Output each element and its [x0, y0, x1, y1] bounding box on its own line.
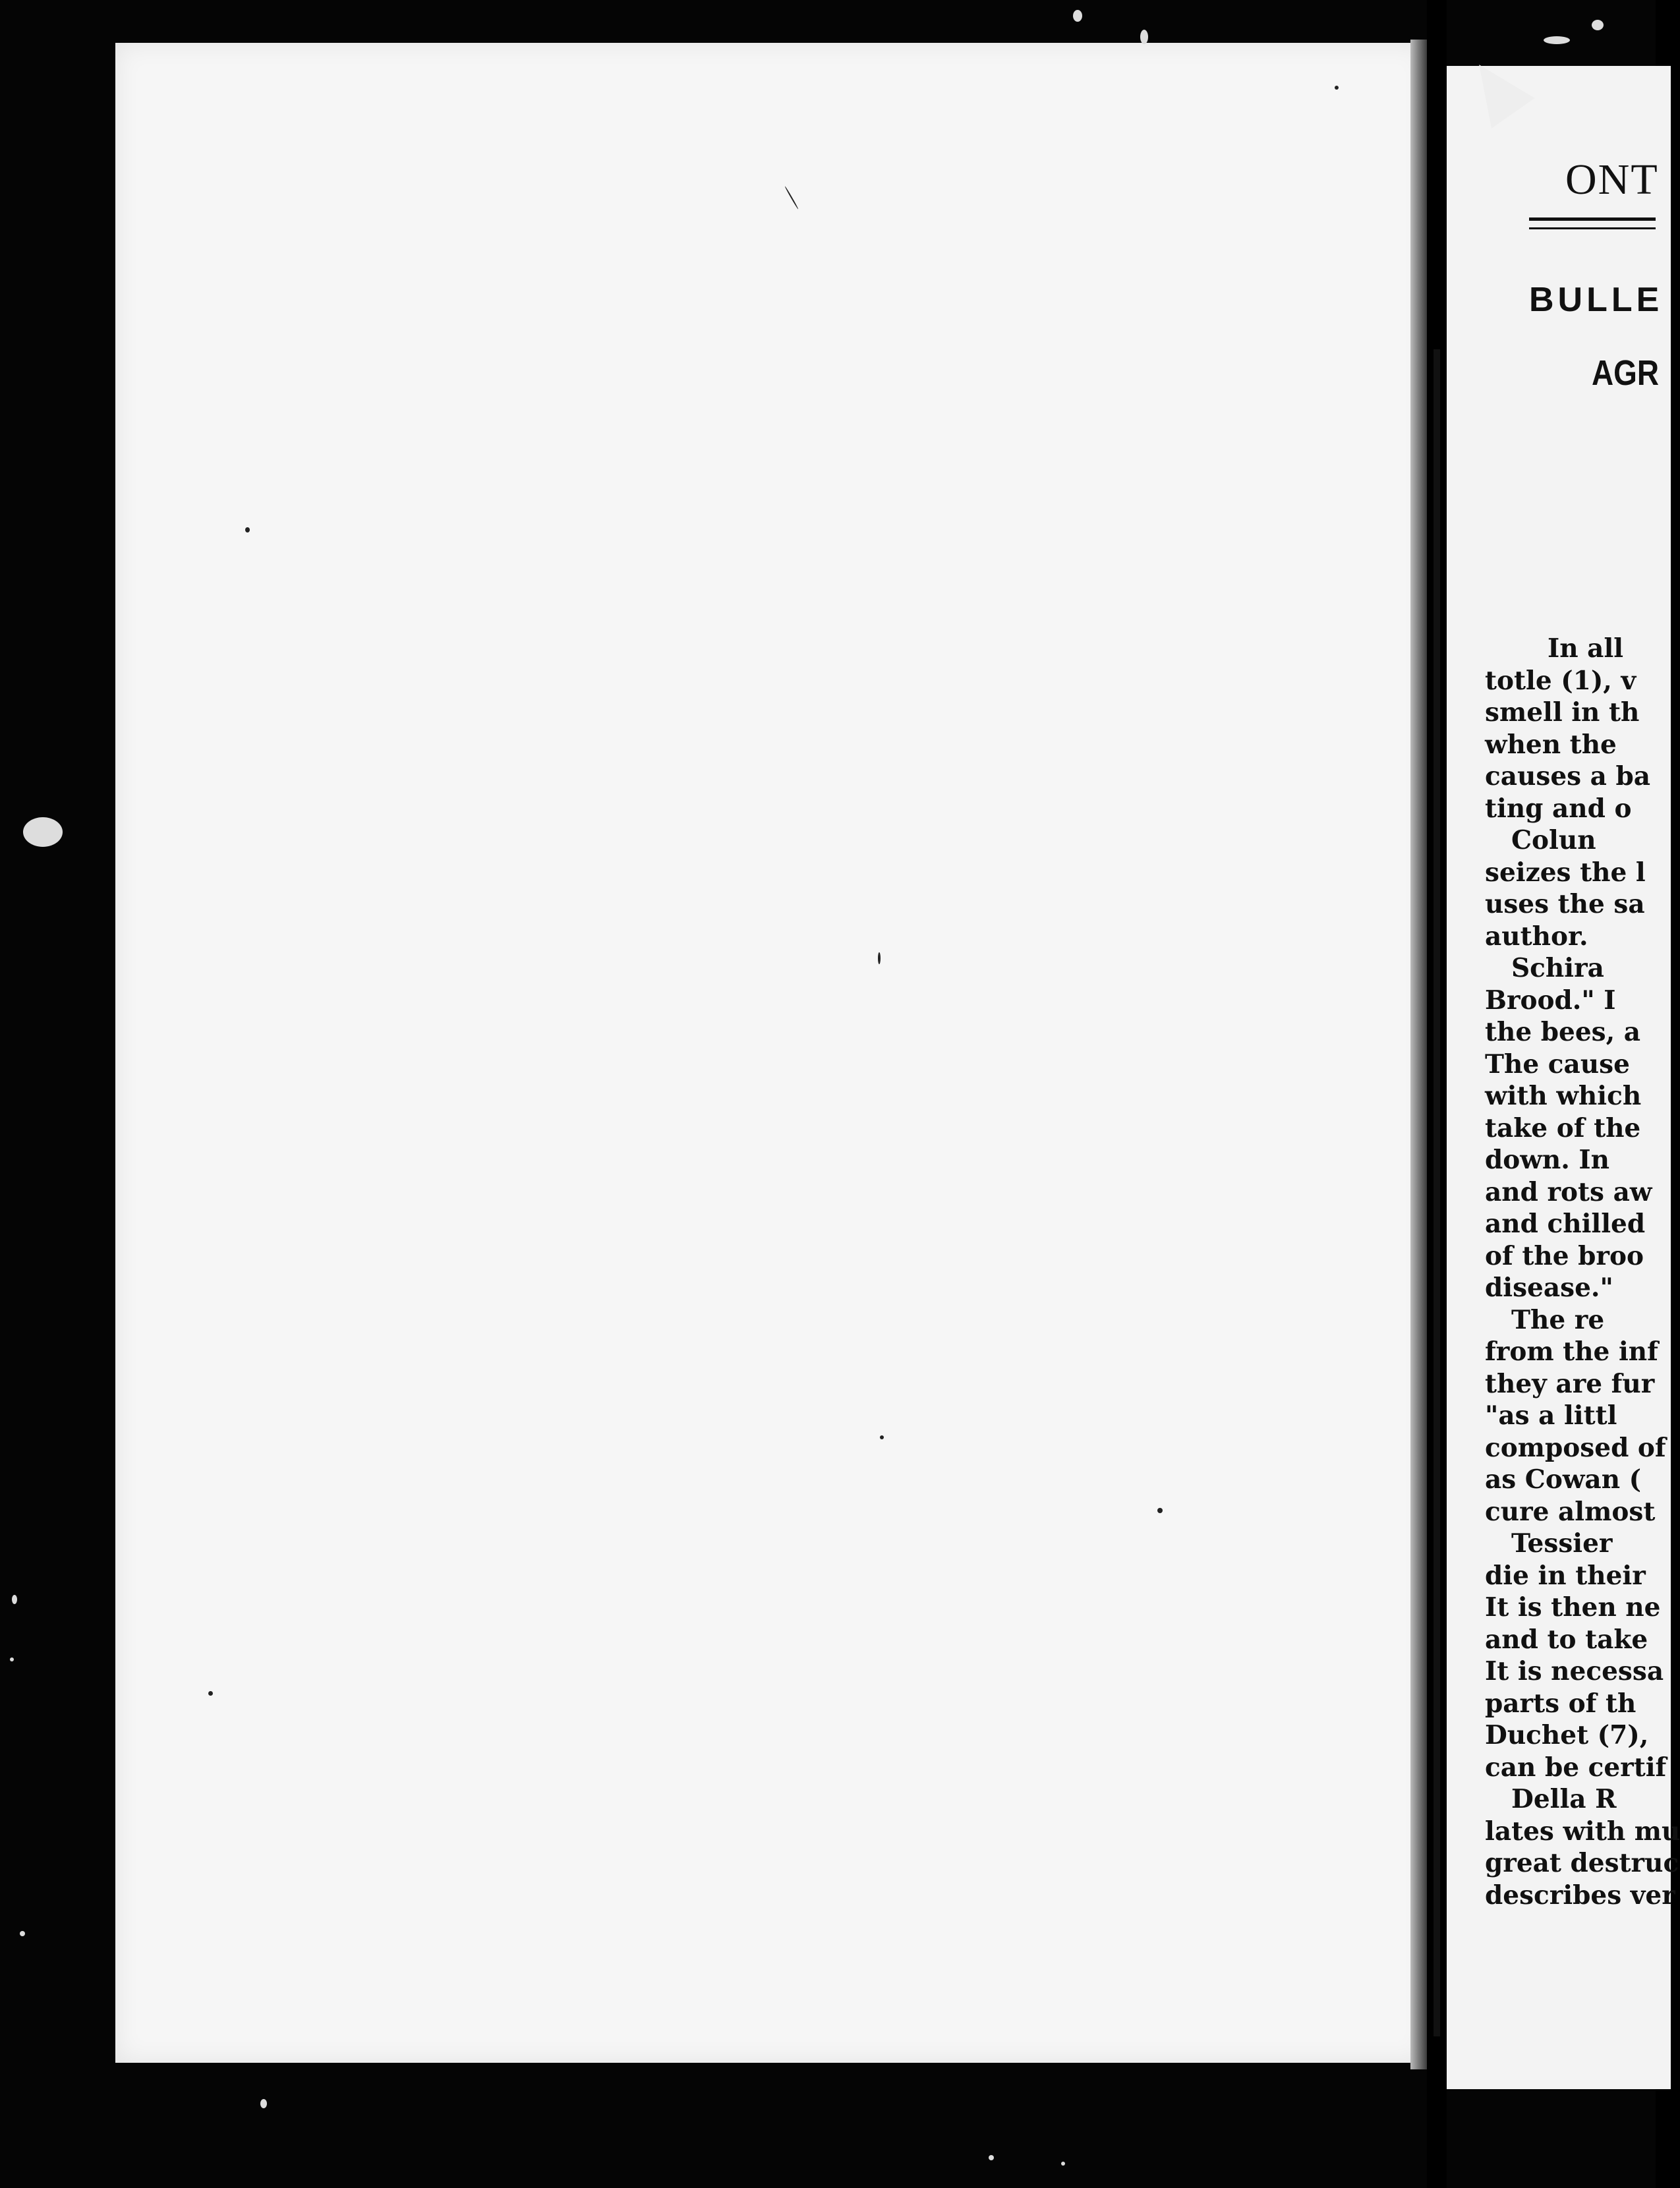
body-line: can be certif	[1485, 1752, 1667, 1783]
body-line: they are fur	[1485, 1368, 1655, 1399]
body-line: when the	[1485, 729, 1617, 760]
speck	[245, 527, 250, 533]
body-line: parts of th	[1485, 1688, 1637, 1719]
border-speck	[23, 817, 63, 847]
speck	[880, 1435, 884, 1439]
body-line: It is then ne	[1485, 1592, 1661, 1623]
speck	[208, 1691, 213, 1696]
body-line: Colun	[1511, 825, 1596, 855]
body-line: The re	[1511, 1304, 1605, 1335]
header-rule	[1529, 227, 1656, 229]
body-line: author.	[1485, 921, 1588, 952]
border-speck	[1592, 20, 1604, 30]
body-line: great destruc	[1485, 1848, 1679, 1878]
body-line: and rots aw	[1485, 1176, 1652, 1207]
body-line: ting and o	[1485, 793, 1632, 824]
body-line: Brood." I	[1485, 985, 1616, 1016]
body-line: down. In	[1485, 1145, 1609, 1175]
border-speck	[12, 1595, 17, 1604]
body-line: cure almost	[1485, 1496, 1656, 1527]
body-line: take of the	[1485, 1112, 1641, 1143]
body-line: with which	[1485, 1081, 1642, 1111]
body-line: die in their	[1485, 1560, 1646, 1591]
border-speck	[1544, 36, 1570, 44]
body-line: and to take	[1485, 1624, 1648, 1655]
body-line: the bees, a	[1485, 1017, 1641, 1047]
body-line: uses the sa	[1485, 889, 1645, 919]
border-speck	[260, 2099, 267, 2108]
border-speck	[10, 1657, 14, 1661]
body-line: "as a littl	[1485, 1400, 1617, 1431]
right-page-edge	[1434, 349, 1440, 2036]
speck	[1335, 86, 1339, 90]
left-page-blank	[115, 43, 1427, 2063]
body-line: It is necessa	[1485, 1656, 1664, 1686]
body-line: causes a ba	[1485, 761, 1651, 792]
border-speck	[1140, 30, 1148, 44]
body-line: Schira	[1511, 953, 1604, 983]
body-line: seizes the l	[1485, 857, 1646, 888]
bulletin-heading: BULLE	[1529, 281, 1664, 319]
subheading: AGR	[1592, 353, 1659, 393]
speck	[878, 952, 881, 964]
body-line: In all	[1548, 633, 1624, 664]
body-line: smell in th	[1485, 697, 1640, 728]
body-line: Tessier	[1511, 1528, 1613, 1559]
body-line: and chilled	[1485, 1209, 1646, 1239]
header-rule	[1529, 217, 1656, 221]
body-line: Duchet (7),	[1485, 1720, 1649, 1750]
speck	[1157, 1508, 1163, 1513]
body-line: composed of	[1485, 1432, 1666, 1463]
border-speck	[1061, 2162, 1065, 2166]
body-line: Della R	[1511, 1784, 1617, 1814]
page-header: ONT	[1565, 156, 1659, 204]
border-speck	[989, 2155, 994, 2160]
body-line: lates with mu	[1485, 1816, 1680, 1847]
body-line: as Cowan (	[1485, 1464, 1642, 1495]
body-text	[1485, 633, 1680, 1911]
body-line: The cause	[1485, 1049, 1630, 1080]
body-line: disease."	[1485, 1273, 1613, 1303]
body-line: describes ver	[1485, 1880, 1675, 1911]
body-line: of the broo	[1485, 1240, 1644, 1271]
border-speck	[1073, 10, 1082, 22]
body-line: from the inf	[1485, 1337, 1658, 1367]
body-line: totle (1), v	[1485, 665, 1637, 696]
border-speck	[20, 1931, 25, 1936]
